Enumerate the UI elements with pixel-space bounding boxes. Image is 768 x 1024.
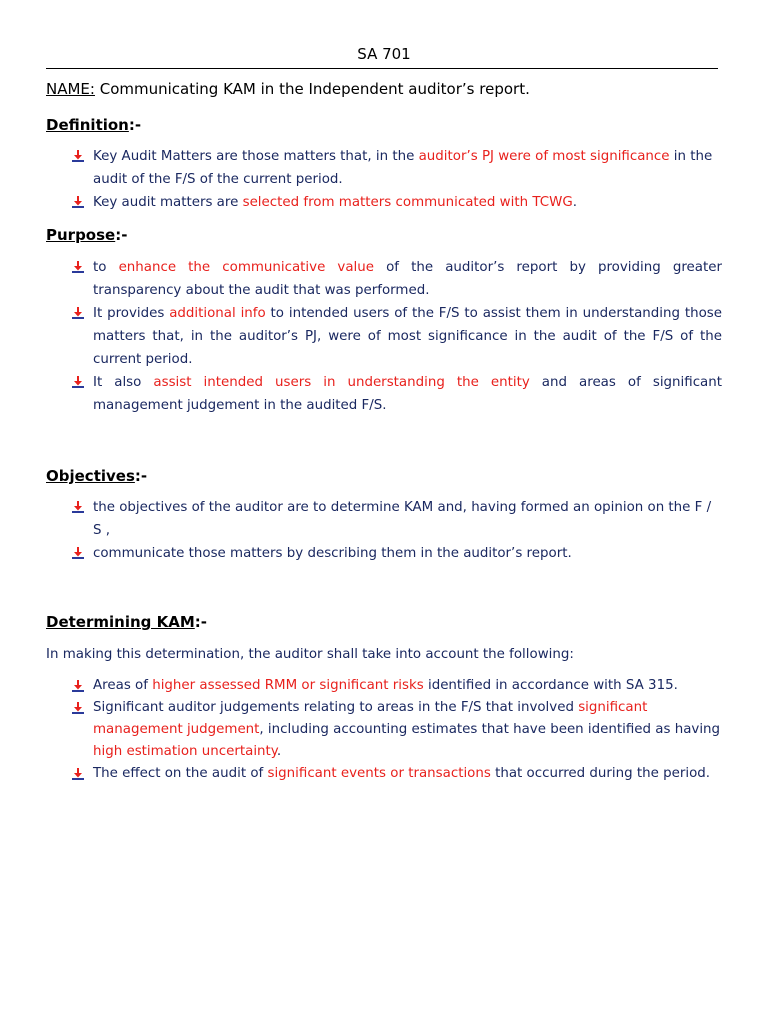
arrow-bullet-icon [72, 547, 84, 559]
arrow-bullet-icon [72, 150, 84, 162]
bullet-text: . [572, 195, 577, 210]
heading-text: Objectives [46, 467, 135, 485]
highlighted-text: significant events or transactions [267, 766, 491, 781]
heading-text: Determining KAM [46, 613, 195, 631]
bullet-text: that occurred during the period. [490, 766, 711, 781]
bullet-item [72, 302, 722, 371]
heading-determining-kam [46, 612, 207, 632]
bullet-text: It provides [93, 306, 170, 321]
arrow-bullet-icon [72, 768, 84, 780]
bullet-text: Significant auditor judgements relating to areas in the F/S that involved [93, 700, 579, 715]
arrow-bullet-icon [72, 680, 84, 692]
bullet-text: identified in accordance with SA 315. [423, 678, 678, 693]
bullet-text: Key audit matters are [93, 195, 243, 210]
heading-definition [46, 115, 141, 135]
arrow-bullet-icon [72, 196, 84, 208]
bullet-item [72, 256, 722, 302]
bullet-text: communicate those matters by describing them in the auditor’s report. [93, 546, 572, 561]
highlighted-text: significant management judgement [93, 700, 648, 737]
bullet-text: and areas of significant management judgement in the audited F/S. [93, 375, 722, 413]
title-divider [46, 68, 718, 69]
bullet-item [72, 496, 722, 542]
bullet-item [72, 763, 722, 785]
definition-list [72, 145, 722, 214]
heading-text: Purpose [46, 226, 116, 244]
highlighted-text: high estimation uncertainty [93, 744, 277, 759]
bullet-item [72, 697, 722, 763]
bullet-text: in the audit of the F/S of the current period. [93, 149, 713, 187]
arrow-bullet-icon [72, 501, 84, 513]
bullet-text: It also [93, 375, 154, 390]
arrow-bullet-icon [72, 376, 84, 388]
bullet-text: to [93, 260, 119, 275]
bullet-text: of the auditor’s report by providing greater transparency about the audit that was performed. [93, 260, 722, 298]
highlighted-text: higher assessed RMM or significant risks [152, 678, 424, 693]
bullet-item [72, 145, 722, 191]
bullet-text: . [276, 744, 282, 759]
highlighted-text: additional info [169, 306, 266, 321]
document-title: SA 701 [357, 45, 411, 63]
name-line [46, 79, 530, 99]
arrow-bullet-icon [72, 261, 84, 273]
bullet-text: Key Audit Matters are those matters that, in the [93, 149, 419, 164]
heading-purpose [46, 225, 127, 245]
bullet-text: , including accounting estimates that have been identified as having [259, 722, 721, 737]
name-text: Communicating KAM in the Independent auditor’s report. [94, 80, 530, 98]
arrow-bullet-icon [72, 702, 84, 714]
objectives-list [72, 496, 722, 565]
name-label: NAME: [46, 80, 95, 98]
bullet-item [72, 675, 722, 697]
bullet-item [72, 542, 722, 565]
bullet-text: Areas of [93, 678, 153, 693]
highlighted-text: enhance the communicative value [118, 260, 374, 275]
bullet-text: the objectives of the auditor are to determine KAM and, having formed an opinion on the F / S , [93, 500, 712, 538]
heading-suffix: :- [128, 116, 142, 134]
arrow-bullet-icon [72, 307, 84, 319]
highlighted-text: selected from matters communicated with TCWG [242, 195, 573, 210]
heading-objectives [46, 466, 147, 486]
highlighted-text: assist intended users in understanding the entity [153, 375, 530, 390]
purpose-list [72, 256, 722, 417]
determining-intro: In making this determination, the auditor shall take into account the following: [46, 647, 574, 662]
highlighted-text: auditor’s PJ were of most significance [418, 149, 670, 164]
bullet-item [72, 191, 722, 214]
heading-suffix: :- [194, 613, 207, 631]
determining-list [72, 675, 722, 785]
heading-suffix: :- [115, 226, 128, 244]
bullet-text: The effect on the audit of [93, 766, 268, 781]
bullet-text: to intended users of the F/S to assist them in understanding those matters that, in the auditor’s PJ, were of most significance in the audit of the F/S of the current period. [93, 306, 722, 367]
bullet-item [72, 371, 722, 417]
heading-suffix: :- [134, 467, 148, 485]
heading-text: Definition [46, 116, 129, 134]
